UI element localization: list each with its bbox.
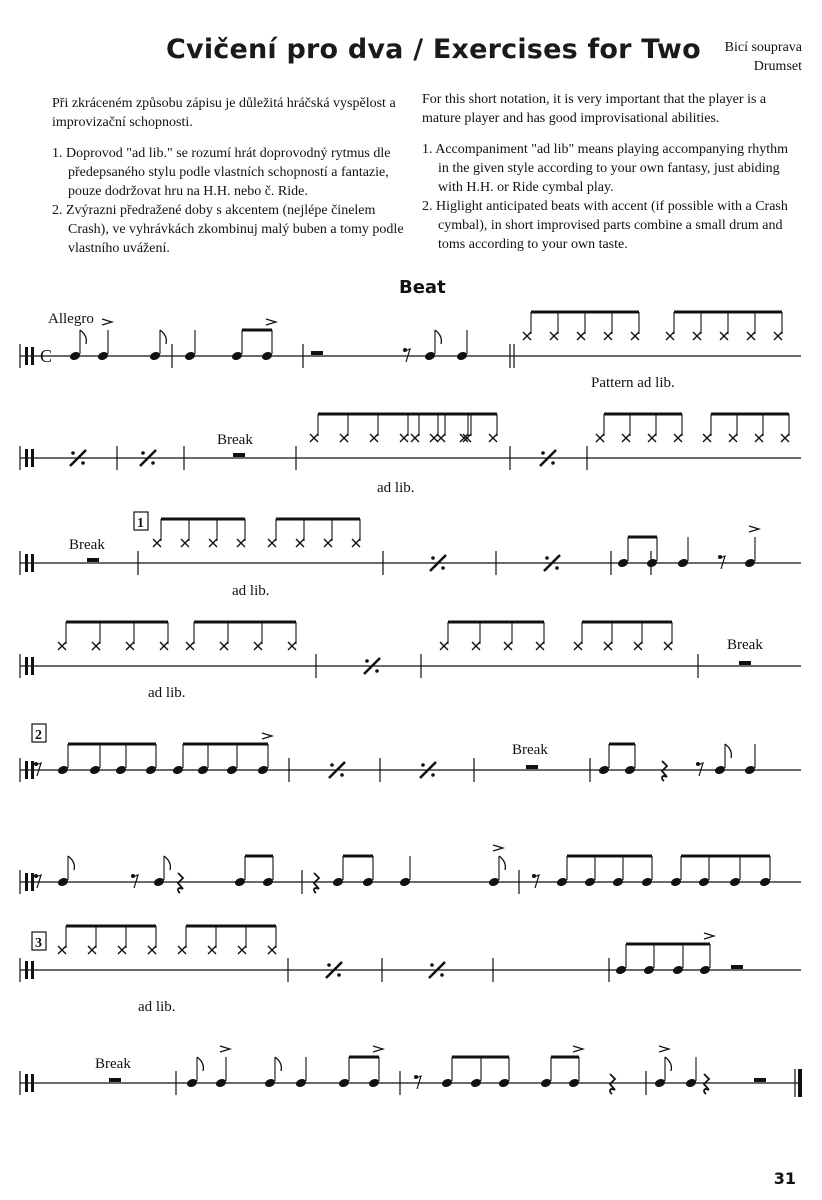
snare-note bbox=[598, 765, 610, 776]
beam bbox=[582, 621, 672, 624]
score-mark bbox=[631, 332, 639, 340]
adlib-label: ad lib. bbox=[138, 999, 176, 1015]
adlib-label: ad lib. bbox=[377, 480, 415, 496]
beam bbox=[551, 1056, 579, 1059]
snare-note bbox=[685, 1078, 697, 1089]
percussion-clef bbox=[25, 873, 28, 891]
score-mark bbox=[58, 946, 66, 954]
accent bbox=[749, 526, 759, 532]
snare-note bbox=[617, 558, 629, 569]
snare-note bbox=[568, 1078, 580, 1089]
section-title: Beat bbox=[399, 277, 446, 298]
snare-note bbox=[172, 765, 184, 776]
percussion-clef bbox=[31, 961, 34, 979]
beam bbox=[276, 518, 360, 521]
snare-note bbox=[556, 877, 568, 888]
score-mark bbox=[596, 434, 604, 442]
flag bbox=[68, 856, 74, 870]
flag bbox=[160, 330, 166, 344]
score-systems bbox=[20, 311, 802, 1098]
beam bbox=[567, 855, 652, 858]
score-mark bbox=[220, 642, 228, 650]
beam bbox=[194, 621, 296, 624]
whole-rest bbox=[754, 1078, 766, 1082]
snare-note bbox=[698, 877, 710, 888]
score-mark bbox=[704, 1074, 709, 1094]
beam bbox=[349, 1056, 379, 1059]
accent bbox=[573, 1046, 583, 1052]
snare-note bbox=[186, 1078, 198, 1089]
score-mark bbox=[729, 434, 737, 442]
snare-note bbox=[643, 965, 655, 976]
score-mark bbox=[370, 434, 378, 442]
svg-text:3: 3 bbox=[35, 936, 42, 951]
rehearsal-mark-3 bbox=[32, 932, 46, 951]
score-mark bbox=[720, 332, 728, 340]
snare-note bbox=[424, 351, 436, 362]
score-mark bbox=[472, 642, 480, 650]
snare-note bbox=[677, 558, 689, 569]
score-mark bbox=[400, 434, 408, 442]
beam bbox=[681, 855, 770, 858]
intro-en-lead: For this short notation, it is very important that the player is a mature player and has good improvisational abilities. bbox=[422, 92, 767, 126]
accent bbox=[659, 1046, 669, 1052]
snare-note bbox=[97, 351, 109, 362]
score-mark bbox=[674, 434, 682, 442]
break-label: Break bbox=[217, 432, 253, 448]
score-mark bbox=[610, 1074, 615, 1094]
score-mark bbox=[504, 642, 512, 650]
score-mark bbox=[131, 874, 138, 888]
whole-rest bbox=[311, 351, 323, 355]
whole-rest bbox=[87, 558, 99, 562]
snare-note bbox=[699, 965, 711, 976]
snare-note bbox=[264, 1078, 276, 1089]
score-mark bbox=[92, 642, 100, 650]
flag bbox=[665, 1057, 671, 1071]
final-barline bbox=[798, 1069, 802, 1097]
score-mark bbox=[209, 539, 217, 547]
score-mark bbox=[268, 539, 276, 547]
snare-note bbox=[670, 877, 682, 888]
score-mark bbox=[440, 642, 448, 650]
pattern-label: Pattern ad lib. bbox=[591, 375, 675, 391]
snare-note bbox=[744, 558, 756, 569]
score-mark bbox=[577, 332, 585, 340]
beam bbox=[161, 518, 245, 521]
whole-rest bbox=[731, 965, 743, 969]
score-mark bbox=[430, 434, 438, 442]
score-mark bbox=[693, 332, 701, 340]
score-mark bbox=[755, 434, 763, 442]
score-mark bbox=[574, 642, 582, 650]
snare-note bbox=[729, 877, 741, 888]
score-mark bbox=[88, 946, 96, 954]
page-title: Cvičení pro dva / Exercises for Two bbox=[166, 34, 701, 65]
snare-note bbox=[184, 351, 196, 362]
snare-note bbox=[149, 351, 161, 362]
snare-note bbox=[368, 1078, 380, 1089]
svg-text:2: 2 bbox=[35, 728, 42, 743]
break-label: Break bbox=[512, 742, 548, 758]
snare-note bbox=[262, 877, 274, 888]
score-mark bbox=[340, 434, 348, 442]
snare-note bbox=[714, 765, 726, 776]
snare-note bbox=[115, 765, 127, 776]
snare-note bbox=[744, 765, 756, 776]
beam bbox=[628, 536, 657, 539]
beam bbox=[245, 855, 273, 858]
beam bbox=[186, 925, 276, 928]
flag bbox=[80, 330, 86, 344]
flag bbox=[499, 856, 505, 870]
snare-note bbox=[145, 765, 157, 776]
percussion-clef bbox=[31, 449, 34, 467]
snare-note bbox=[89, 765, 101, 776]
rehearsal-mark-1 bbox=[134, 512, 148, 531]
score-mark bbox=[414, 1075, 421, 1089]
score-mark bbox=[774, 332, 782, 340]
score-mark bbox=[403, 348, 410, 362]
score-mark bbox=[411, 434, 419, 442]
snare-note bbox=[261, 351, 273, 362]
intro-en-item: 2. Higlight anticipated beats with accent (if possible with a Crash cymbal), in short improvised parts combine a small drum and toms according to your own taste. bbox=[422, 199, 788, 252]
adlib-label: ad lib. bbox=[148, 685, 186, 701]
flag bbox=[725, 744, 731, 758]
beam bbox=[448, 621, 544, 624]
score-mark bbox=[550, 332, 558, 340]
score-mark bbox=[437, 434, 445, 442]
flag bbox=[275, 1057, 281, 1071]
score-mark bbox=[536, 642, 544, 650]
snare-note bbox=[584, 877, 596, 888]
percussion-clef bbox=[25, 1074, 28, 1092]
score-mark bbox=[634, 642, 642, 650]
score-mark bbox=[34, 762, 41, 776]
percussion-clef bbox=[31, 347, 34, 365]
percussion-clef bbox=[31, 761, 34, 779]
score-mark bbox=[747, 332, 755, 340]
score-mark bbox=[178, 873, 183, 893]
break-label: Break bbox=[727, 637, 763, 653]
score-mark bbox=[126, 642, 134, 650]
intro-cz-lead: Při zkráceném způsobu zápisu je důležitá hráčská vyspělost a improvizační schopnosti. bbox=[52, 96, 396, 130]
snare-note bbox=[234, 877, 246, 888]
score-mark bbox=[352, 539, 360, 547]
accent bbox=[493, 845, 503, 851]
beam bbox=[626, 943, 710, 946]
beam bbox=[452, 1056, 509, 1059]
beam bbox=[674, 311, 782, 314]
snare-note bbox=[197, 765, 209, 776]
snare-note bbox=[441, 1078, 453, 1089]
score-mark bbox=[148, 946, 156, 954]
snare-note bbox=[540, 1078, 552, 1089]
score-mark bbox=[718, 555, 725, 569]
score-mark bbox=[324, 539, 332, 547]
snare-note bbox=[69, 351, 81, 362]
score-mark bbox=[153, 539, 161, 547]
snare-note bbox=[332, 877, 344, 888]
percussion-clef bbox=[25, 554, 28, 572]
intro-en-item: 1. Accompaniment "ad lib" means playing accompanying rhythm in the given style according to your own fantasy, just abiding with H.H. or Ride cymbal play. bbox=[422, 142, 789, 195]
beam bbox=[711, 413, 789, 416]
percussion-clef bbox=[31, 873, 34, 891]
score-mark bbox=[604, 642, 612, 650]
percussion-clef bbox=[31, 554, 34, 572]
snare-note bbox=[672, 965, 684, 976]
snare-note bbox=[456, 351, 468, 362]
whole-rest bbox=[526, 765, 538, 769]
beam bbox=[68, 743, 156, 746]
score-mark bbox=[662, 761, 667, 781]
snare-note bbox=[362, 877, 374, 888]
snare-note bbox=[226, 765, 238, 776]
score-mark bbox=[181, 539, 189, 547]
score-mark bbox=[489, 434, 497, 442]
intro-cz-item: 1. Doprovod "ad lib." se rozumí hrát doprovodný rytmus dle předepsaného stylu podle vlastních schopností a fantazie, pouze dodržovat hru na H.H. nebo č. Ride. bbox=[52, 146, 391, 199]
snare-note bbox=[624, 765, 636, 776]
score-mark bbox=[58, 642, 66, 650]
beam bbox=[66, 621, 168, 624]
score-mark bbox=[781, 434, 789, 442]
snare-note bbox=[215, 1078, 227, 1089]
time-signature-common: C bbox=[40, 346, 53, 366]
accent bbox=[373, 1046, 383, 1052]
score-mark bbox=[604, 332, 612, 340]
snare-note bbox=[498, 1078, 510, 1089]
beam bbox=[66, 925, 156, 928]
percussion-clef bbox=[25, 449, 28, 467]
score-mark bbox=[314, 873, 319, 893]
snare-note bbox=[615, 965, 627, 976]
accent bbox=[220, 1046, 230, 1052]
percussion-clef bbox=[25, 347, 28, 365]
score-mark bbox=[237, 539, 245, 547]
svg-text:1: 1 bbox=[137, 516, 144, 531]
score-mark bbox=[664, 642, 672, 650]
percussion-clef bbox=[31, 657, 34, 675]
score-mark bbox=[268, 946, 276, 954]
score-mark bbox=[622, 434, 630, 442]
snare-note bbox=[295, 1078, 307, 1089]
snare-note bbox=[646, 558, 658, 569]
score-mark bbox=[696, 762, 703, 776]
snare-note bbox=[338, 1078, 350, 1089]
tempo-marking: Allegro bbox=[48, 311, 94, 327]
score-mark bbox=[208, 946, 216, 954]
intro-cz-item: 2. Zvýrazni předražené doby s akcentem (nejlépe činelem Crash), ve vyhrávkách zkombinuj malý buben a tomy podle vlastního uvážení. bbox=[52, 203, 404, 256]
score-mark bbox=[118, 946, 126, 954]
percussion-clef bbox=[25, 657, 28, 675]
page-number: 31 bbox=[773, 1169, 796, 1188]
score-mark bbox=[160, 642, 168, 650]
snare-note bbox=[470, 1078, 482, 1089]
instrument-cz: Bicí souprava bbox=[724, 40, 802, 55]
score-mark bbox=[532, 874, 539, 888]
snare-note bbox=[231, 351, 243, 362]
percussion-clef bbox=[25, 961, 28, 979]
flag bbox=[164, 856, 170, 870]
beam bbox=[531, 311, 639, 314]
score-mark bbox=[666, 332, 674, 340]
percussion-clef bbox=[31, 1074, 34, 1092]
beam bbox=[242, 329, 272, 332]
instrument-en: Drumset bbox=[753, 59, 802, 74]
snare-note bbox=[57, 877, 69, 888]
rehearsal-mark-2 bbox=[32, 724, 46, 743]
percussion-clef bbox=[25, 761, 28, 779]
flag bbox=[197, 1057, 203, 1071]
whole-rest bbox=[109, 1078, 121, 1082]
score-mark bbox=[523, 332, 531, 340]
snare-note bbox=[488, 877, 500, 888]
beam bbox=[609, 743, 635, 746]
score-mark bbox=[34, 874, 41, 888]
accent bbox=[262, 733, 272, 739]
whole-rest bbox=[233, 453, 245, 457]
score-mark bbox=[703, 434, 711, 442]
snare-note bbox=[654, 1078, 666, 1089]
break-label: Break bbox=[95, 1056, 131, 1072]
score-mark bbox=[296, 539, 304, 547]
adlib-label: ad lib. bbox=[232, 583, 270, 599]
beam bbox=[343, 855, 373, 858]
beam bbox=[183, 743, 268, 746]
score-mark bbox=[254, 642, 262, 650]
score-mark bbox=[238, 946, 246, 954]
accent bbox=[102, 319, 112, 325]
beam bbox=[604, 413, 682, 416]
accent bbox=[266, 319, 276, 325]
snare-note bbox=[759, 877, 771, 888]
score-mark bbox=[288, 642, 296, 650]
beam bbox=[419, 413, 497, 416]
score-mark bbox=[310, 434, 318, 442]
snare-note bbox=[257, 765, 269, 776]
score-mark bbox=[186, 642, 194, 650]
score-mark bbox=[648, 434, 656, 442]
accent bbox=[704, 933, 714, 939]
snare-note bbox=[612, 877, 624, 888]
break-label: Break bbox=[69, 537, 105, 553]
snare-note bbox=[57, 765, 69, 776]
flag bbox=[435, 330, 441, 344]
whole-rest bbox=[739, 661, 751, 665]
snare-note bbox=[399, 877, 411, 888]
snare-note bbox=[153, 877, 165, 888]
snare-note bbox=[641, 877, 653, 888]
score-mark bbox=[178, 946, 186, 954]
